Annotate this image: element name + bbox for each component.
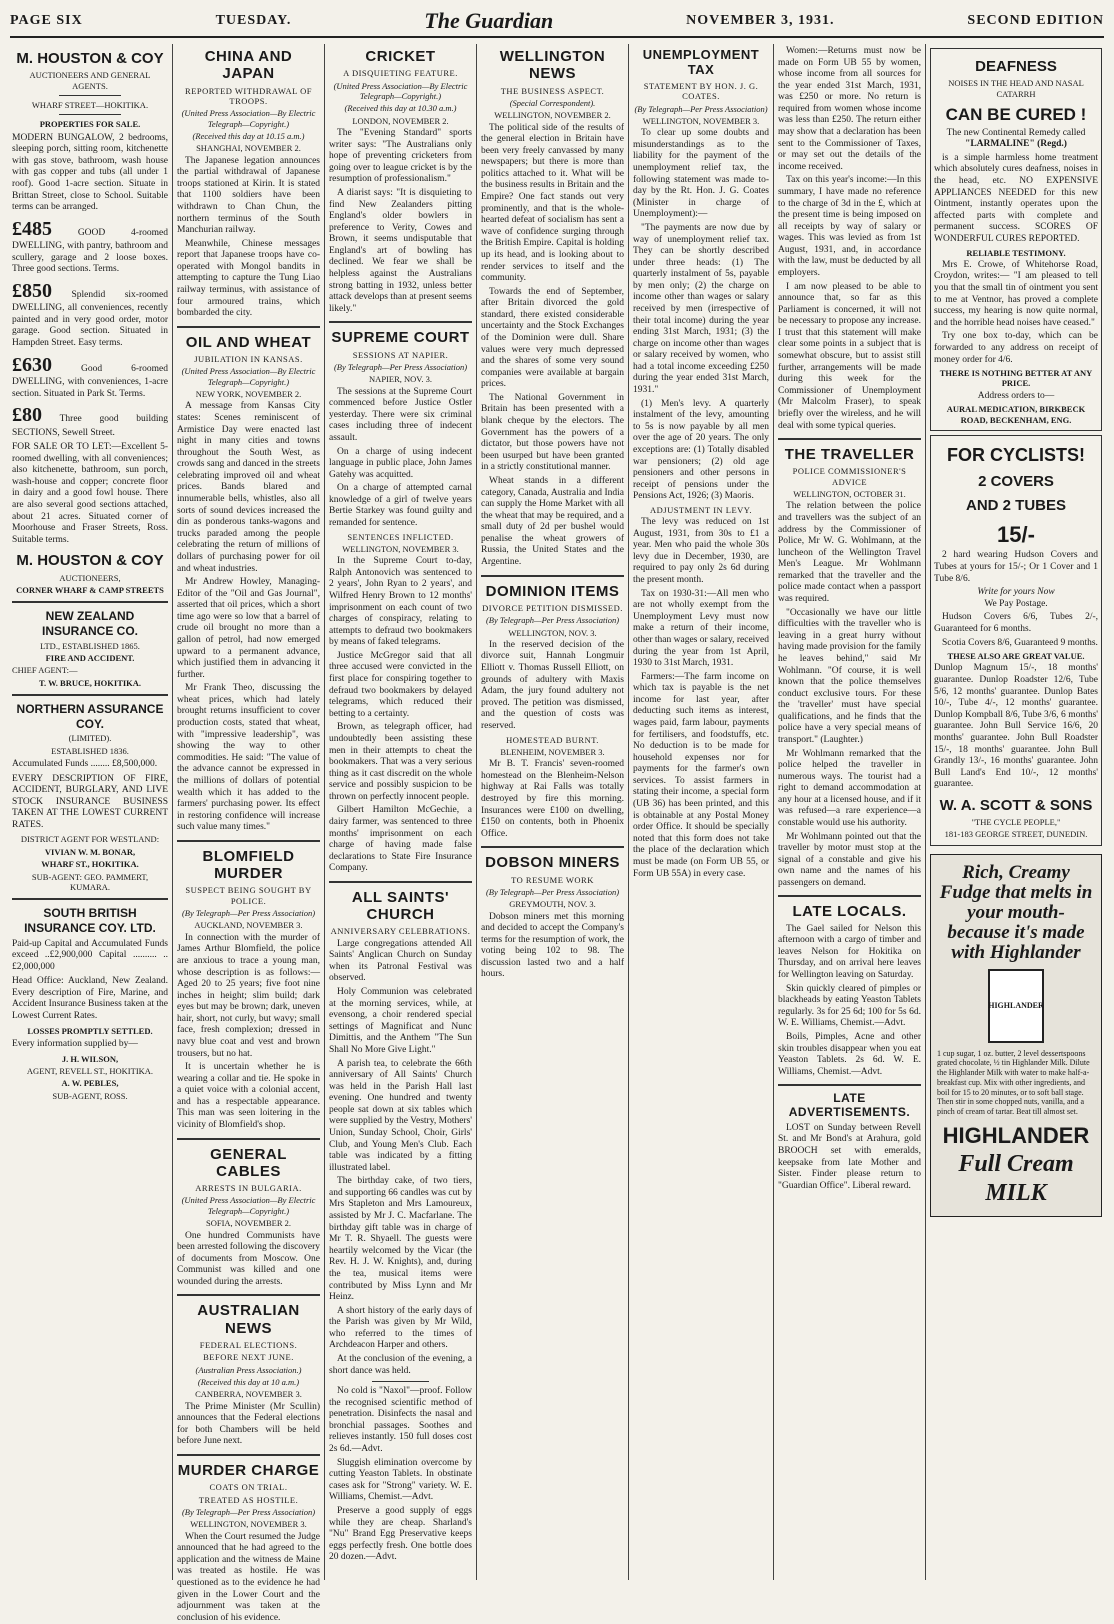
price: £485 xyxy=(12,217,52,240)
article-heading: GENERAL CABLES xyxy=(210,1145,287,1180)
article-paragraph: The birthday cake, of two tiers, and supporting 66 candles was cut by Mrs Stapleton and Mrs Lamoureux, assisted by Mr J. C. Macfarlane. The birthday gift table was in charge of Mr T. R. Shyaell. The guests were heartily welcomed by the Vicar (the Rev. H. J. W. Knights), and, during the tea, musical items were contributed by Miss Lynn and Mr Heinz. xyxy=(329,1176,472,1303)
milk-tin-icon xyxy=(988,969,1044,1043)
article-credit: (Australian Press Association.) xyxy=(195,1364,302,1375)
article-paragraph: To clear up some doubts and misunderstandings as to the liability for the payment of the unemployment relief tax, the following statement was made to-day by the Rt. Hon. J. G. Coates (Minister in charge of Unemployment):— xyxy=(633,128,769,220)
price: £630 xyxy=(12,353,52,376)
article-received: (Received this day at 10 a.m.) xyxy=(197,1377,300,1387)
advertisement-note: Preserve a good supply of eggs while they are cheap. Sharland's "Nu" Brand Egg Preservative keeps eggs perfectly fresh. One bottle does 20 dozen.—Advt. xyxy=(329,1505,472,1563)
ad-slogan: Rich, Creamy Fudge that melts in your mouth-because it's made with Highlander xyxy=(939,861,1093,963)
ad-address-label: Address orders to— xyxy=(977,390,1055,401)
nz-insurance-established: LTD., ESTABLISHED 1865. xyxy=(40,640,140,651)
ad-body: Scotia Covers 8/6, Guaranteed 9 months. xyxy=(942,637,1098,648)
listing-text: Three good building SECTIONS, Sewell Street. xyxy=(12,414,168,438)
article-dateline: GREYMOUTH, NOV. 3. xyxy=(509,899,596,910)
article-paragraph: Brown, as telegraph officer, had undoubtedly been assisting these men in their attempts to cheat the bookmakers. That was a very serious thing as it cast discredit on the whole service and possibly suspicion to be thrown on perfectly innocent people. xyxy=(329,722,472,802)
south-british-office: Head Office: Auckland, New Zealand. Every description of Fire, Marine, and Accident Insurance Business taken at the Lowest Current Rates. xyxy=(12,976,168,1021)
ad-testimony-heading: RELIABLE TESTIMONY. xyxy=(966,247,1066,258)
article-paragraph: The levy was reduced on 1st August, 1931, from 30s to £1 a year. Men who paid the whole 30s levy due in December, 1930, are required to pay only 2s 6d during the present month. xyxy=(633,517,769,586)
article-subheading: REPORTED WITHDRAWAL OF TROOPS. xyxy=(185,85,312,106)
listing-text: Splendid six-roomed DWELLING, all conveniences, recently painted and in very good order, motor garage. Good section. Situated in Hampden Street. Easy terms. xyxy=(12,289,168,349)
highlander-milk-advertisement xyxy=(930,854,1102,1217)
price: £850 xyxy=(12,279,52,302)
northern-assurance-funds: Accumulated Funds ........ £8,500,000. xyxy=(12,759,158,769)
south-british-heading: SOUTH BRITISH INSURANCE COY. LTD. xyxy=(24,906,156,935)
divider xyxy=(12,898,168,900)
listing-2 xyxy=(12,217,168,276)
listing-5 xyxy=(12,403,168,439)
article-credit: (United Press Association—By Electric Telegraph—Copyright.) xyxy=(333,80,468,101)
divider xyxy=(177,326,320,328)
article-paragraph: A message from Kansas City states: Scenes reminiscent of Armistice Day were enacted last night in many cities and towns throughout the South West, as crowds sang and danced in the streets celebrating improved oil and wheat prices. Bands blared and innumerable bells, whistles, also all sorts of sound devices increased the din as ponderous tanks-wagons and trucks paraded among the people celebrating the return of millions of dollars of purchasing power for oil and wheat industries. xyxy=(177,401,320,574)
article-subheading: SESSIONS AT NAPIER. xyxy=(352,349,449,360)
article-heading: CRICKET xyxy=(365,48,436,65)
article-paragraph: Tax on this year's income:—In this summary, I have made no reference to the charge of 3d in the £, which at the present time is being imposed on all receipts by way of salary or wages. This was levied as from 1st August, 1931, and, in accordance with the law, must be deducted by all employers. xyxy=(778,175,921,278)
article-paragraph: The Prime Minister (Mr Scullin) announces that the Federal elections for both Chambers will be held before June next. xyxy=(177,1401,320,1447)
article-paragraph: On a charge of using indecent language in public place, John James Gatehy was acquitted. xyxy=(329,446,472,480)
northern-assurance-desc: EVERY DESCRIPTION OF FIRE, ACCIDENT, BURGLARY, AND LIVE STOCK INSURANCE BUSINESS TAKEN AT THE LOWEST CURRENT RATES. xyxy=(12,773,168,830)
listing-6: FOR SALE OR TO LET:—Excellent 5-roomed dwelling, with all conveniences; also kitchenette, bathroom, sun porch, wash-house and copper; concrete floor in dairy and a good fowl house. There are also several good sections attached, about 21 acres. Situated corner of Moorhouse and Fraser Streets, Ross. Suitable terms. xyxy=(12,442,168,545)
northern-assurance-heading: NORTHERN ASSURANCE COY. xyxy=(16,702,164,731)
column-4 xyxy=(477,44,629,1580)
northern-assurance-address: WHARF ST., HOKITIKA. xyxy=(41,859,139,870)
article-paragraph: LOST on Sunday between Revell St. and Mr Bond's at Arahura, gold BROOCH set with emeralds, keepsake from late Mother and Sister. Finder please return to "Guardian Office". Liberal reward. xyxy=(778,1122,921,1191)
price: £80 xyxy=(12,404,42,427)
divider xyxy=(177,840,320,842)
firm-name-2: M. HOUSTON & COY xyxy=(16,552,164,570)
article-heading: THE TRAVELLER xyxy=(784,446,915,464)
ad-line: AND 2 TUBES xyxy=(965,497,1066,515)
article-paragraph: I am now pleased to be able to announce that, so far as this Parliament is concerned, it will not be necessary to propose any increase. I trust that this statement will make clear some points in a subject that is somewhat obscure, but to assist still further, arrangements will be made during this week for the Commissioner of Unemployment (Mr Malcolm Fraser), to speak briefly over the wireless, and he will deal with some typical queries. xyxy=(778,281,921,431)
divider xyxy=(59,95,121,96)
advertisement-note: No cold is "Naxol"—proof. Follow the recognised scientific method of penetration. Disinfects the nasal and bronchial passages. Soothes and relieves instantly. 150 full doses cost 2s 6d.—Advt. xyxy=(329,1386,472,1455)
article-heading: LATE LOCALS. xyxy=(792,903,907,921)
article-subheading: BEFORE NEXT JUNE. xyxy=(203,1352,294,1363)
article-credit: (By Telegraph—Per Press Association) xyxy=(181,908,316,919)
article-paragraph: Mr Frank Theo, discussing the wheat prices, which had lately brought returns insufficient to cover production costs, stated that wheat, with "impressive leadership", was showing the way to other commodities. He said: "The value of the advance cannot be expressed in the millions of dollars of potential wealth which it has added to the farmers' purchasing power. Its effect in restoring confidence will increase such value many times." xyxy=(177,683,320,833)
article-paragraph: Gilbert Hamilton McGechie, a dairy farmer, was sentenced to three months' imprisonment on each charge of having made false declarations to State Fire Insurance Company. xyxy=(329,805,472,874)
section-title: PROPERTIES FOR SALE. xyxy=(39,119,141,130)
ad-subheading: NOISES IN THE HEAD AND NASAL CATARRH xyxy=(948,78,1084,99)
firm-subtitle: AUCTIONEERS AND GENERAL AGENTS. xyxy=(29,70,151,91)
divider xyxy=(12,601,168,603)
article-paragraph: The sessions at the Supreme Court commenced before Justice Ostler yesterday. There were six criminal cases including three of indecent assault. xyxy=(329,386,472,443)
article-credit: (By Telegraph—Per Press Association) xyxy=(485,886,620,897)
article-credit: (By Telegraph—Per Press Association) xyxy=(485,615,620,626)
edition: SECOND EDITION xyxy=(967,13,1104,28)
ad-line: The new Continental Remedy called xyxy=(946,127,1086,138)
divider xyxy=(59,114,121,115)
article-dateline: WELLINGTON, OCTOBER 31. xyxy=(793,489,906,500)
ad-brand: HIGHLANDER xyxy=(942,1122,1090,1148)
article-subheading: TREATED AS HOSTILE. xyxy=(198,1494,299,1505)
divider xyxy=(177,1294,320,1296)
divider xyxy=(372,1381,429,1382)
article-subheading: TO RESUME WORK xyxy=(511,874,594,885)
article-dateline: WELLINGTON, NOVEMBER 3. xyxy=(642,115,760,126)
ad-body: Try one box to-day, which can be forwarded to any address on receipt of money order for 4/6. xyxy=(934,331,1098,365)
article-dateline: CANBERRA, NOVEMBER 3. xyxy=(195,1389,302,1400)
article-dateline: WELLINGTON, NOV. 3. xyxy=(508,627,597,638)
divider xyxy=(778,895,921,897)
firm-address: WHARF STREET—HOKITIKA. xyxy=(31,100,149,111)
article-paragraph: Holy Communion was celebrated at the morning services, while, at evensong, a choir rendered special settings of Magnificat and Nunc Dimittis, and the Anthem "The Sun Shall No More Give Light." xyxy=(329,987,472,1055)
column-1 xyxy=(8,44,173,1580)
northern-assurance-agent: VIVIAN W. M. BONAR, xyxy=(44,846,136,857)
ad-recipe: 1 cup sugar, 1 oz. butter, 2 level dessertspoons grated chocolate, ½ tin Highlander Milk. Dilute the Highlander Milk with water to make half-a-breakfast cup. Mix with other ingredients, and boil for 15 to 20 minutes, or to soft ball stage. Then stir in some chopped nuts, vanilla, and a pinch of cream of tartar. Beat till almost set. xyxy=(937,1048,1090,1117)
divider xyxy=(481,846,624,848)
ad-testimony: Mrs E. Crowe, of Whitehorse Road, Croydon, writes:— "I am pleased to tell you that the small tin of ointment you sent to me at Ventnor, has proved a complete success, my hearing is now quite normal, and the horrible head noises have ceased." xyxy=(934,259,1098,328)
article-paragraph: In connection with the murder of James Arthur Blomfield, the police are anxious to trace a young man, whose description is as follows:—Aged 20 to 25 years; five foot nine inches in height; slim build; dark eyes but may be brown; dark, uneven hair, short, not curly, but wavy; small face, fresh complexion; dressed in navy blue coat and vest and brown trousers, but no hat. xyxy=(177,932,320,1059)
article-paragraph: Towards the end of September, after Britain divorced the gold standard, there existed considerable uncertainty and the Stock Exchanges of the Dominion were dull. Share values were very much depressed and the shares of some very sound companies were available at bargain prices. xyxy=(481,286,624,390)
article-paragraph: Mr Wohlmann remarked that the police helped the traveller in numerous ways. The tourist had a right to demand accommodation at any hour at a licensed house, and if it was refused—a rare experience—a constable would use his authority. xyxy=(778,748,921,829)
article-subheading: FEDERAL ELECTIONS. xyxy=(199,1339,298,1350)
listing-1: MODERN BUNGALOW, 2 bedrooms, sleeping porch, sitting room, kitchenette with gas stove, bathroom, wash house with gas copper and tubs (all under 1 roof). Good 1-acre section. Situate in Brittan Street, close to School. Suitable terms can be arranged. xyxy=(12,132,168,213)
ad-postage: We Pay Postage. xyxy=(984,598,1048,609)
article-subheading: COATS ON TRIAL. xyxy=(209,1482,288,1493)
divider xyxy=(329,881,472,883)
article-dateline: SOFIA, NOVEMBER 2. xyxy=(205,1218,291,1229)
divider xyxy=(177,1138,320,1140)
article-subheading: ADJUSTMENT IN LEVY. xyxy=(650,504,752,515)
article-heading: SUPREME COURT xyxy=(331,329,470,347)
article-paragraph: "Occasionally we have our little difficulties with the traveller who is leaving in a great hurry without having made provision for the family he leaves behind," said Mr Wohlmann. "Of course, it is well known that the police themselves conduct exclusive tours. For these the 'traveller' must have special qualifications, and he finds that the police have a very special means of transport." (Laughter.) xyxy=(778,607,921,745)
column-5 xyxy=(629,44,774,1580)
article-paragraph: Wheat stands in a different category, Canada, Australia and India can supply the Home Market with all the wheat that may be required, and a small duty of 2d per bushel would penalise the wheat growers of Russia, the United States and the Argentine. xyxy=(481,475,624,567)
northern-assurance-subagent: SUB-AGENT: GEO. PAMMERT, KUMARA. xyxy=(31,871,149,892)
south-british-agent-2: A. W. PEBLES, xyxy=(61,1078,119,1089)
ad-firm: W. A. SCOTT & SONS xyxy=(939,796,1093,814)
article-dateline: AUCKLAND, NOVEMBER 3. xyxy=(194,920,303,931)
ad-heading: FOR CYCLISTS! xyxy=(947,445,1085,466)
article-paragraph: "The payments are now due by way of unemployment relief tax. They can be shortly described under three heads: (1) The quarterly instalment of 5s, payable by men only; (2) the charge on income other than wages or salary received by men (irrespective of their total income) during the year ending 31st March, 1931; (3) the charge on income other than wages or salary received by women, who had a total income exceeding £250 during the year ended 31st March, 1931." xyxy=(633,222,769,396)
article-dateline: BLENHEIM, NOVEMBER 3. xyxy=(500,746,605,757)
article-paragraph: A short history of the early days of the Parish was given by Mr Wild, who referred to the times of Archdeacon Harper and others. xyxy=(329,1305,472,1351)
ad-body: is a simple harmless home treatment which absolutely cures deafness, noises in the head, etc. NO EXPENSIVE APPLIANCES NEEDED for this new Ointment, instantly operates upon the affected parts with complete and permanent success. SCORES OF WONDERFUL CURES REPORTED. xyxy=(934,152,1098,244)
article-paragraph: The "Evening Standard" sports writer says: "The Australians only hope of preventing cricketers from going over to league cricket is by the resumption of professionalism." xyxy=(329,128,472,185)
ad-heading: DEAFNESS xyxy=(975,58,1057,75)
article-paragraph: Women:—Returns must now be made on Form UB 55 by women, whose income from all sources for the year ended 31st March, 1931, was £250 or more. No return is required from women whose income was less than £250. The return either may show that a declaration has been sent to the Commissioner of Taxes, or may set out the details of the income received. xyxy=(778,46,921,172)
ad-price: 15/- xyxy=(997,521,1035,547)
article-credit: (United Press Association—By Electric Telegraph—Copyright.) xyxy=(181,108,316,129)
ad-call-to-action: Write for yours Now xyxy=(977,587,1055,598)
article-subheading: A DISQUIETING FEATURE. xyxy=(343,68,458,79)
article-dateline: SHANGHAI, NOVEMBER 2. xyxy=(196,143,301,154)
article-paragraph: Farmers:—The farm income on which tax is payable is the net income for last year, after deducting such items as interest, wages paid, farm labour, payments for fertilisers, and foodstuffs, etc. No deduction is to be made for household expenses nor for payments for the farmer's own services. To assist farmers in stating their income, a special form (UB 36) has been printed, and this is obtainable at any Postal Money order Office. It should be specially noted that this form does not take the place of the declaration which must be made (on Form UB 55, or Form UB 55A) in every case. xyxy=(633,671,769,879)
article-subheading: HOMESTEAD BURNT. xyxy=(506,734,599,745)
article-heading: DOBSON MINERS xyxy=(485,854,620,872)
divider xyxy=(177,1454,320,1456)
ad-address: AURAL MEDICATION, BIRKBECK ROAD, BECKENHAM, ENG. xyxy=(946,404,1086,425)
article-heading: OIL AND WHEAT xyxy=(185,333,312,351)
nz-insurance-line: FIRE AND ACCIDENT. xyxy=(45,652,135,663)
divider xyxy=(481,575,624,577)
south-british-agent-1-addr: AGENT, REVELL ST., HOKITIKA. xyxy=(26,1065,154,1076)
article-heading: CHINA AND JAPAN xyxy=(204,48,293,83)
article-paragraph: Large congregations attended All Saints' Anglican Church on Sunday when its Patronal Festival was observed. xyxy=(329,938,472,984)
northern-assurance-agent-label: DISTRICT AGENT FOR WESTLAND: xyxy=(20,834,160,845)
listing-4 xyxy=(12,353,168,401)
article-paragraph: Skin quickly cleared of pimples or blackheads by eating Yeaston Tablets regularly. 3s for 25 6d; 100 for 5s 6d. W. E. Williams, Chemist.—Advt. xyxy=(778,983,921,1029)
column-2 xyxy=(173,44,325,1623)
article-paragraph: The Japanese legation announces the partial withdrawal of Japanese troops stationed at Kirin. It is stated that 1100 soldiers have been withdrawn to Chan Chun, the northern terminus of the South Manchurian railway. xyxy=(177,155,320,236)
article-paragraph: Meanwhile, Chinese messages report that Japanese troops have co-operated with Mongol bandits in attempting to capture the Tung Liao railway terminus, with assistance of four armoured trains, which bombarded the city. xyxy=(177,238,320,319)
article-paragraph: A diarist says: "It is disquieting to find New Zealanders pitting England's older bowlers in preference to Verity, Cowes and Brown, it seems undisputable that England's art of bowling has declined. We fear we shall be helpless against the Australians strong batting in 1932, unless better attack develops than at present seems likely." xyxy=(329,187,472,314)
ad-body: 2 hard wearing Hudson Covers and Tubes at yours for 15/-; Or 1 Cover and 1 Tube 8/6. xyxy=(934,550,1098,584)
listing-3 xyxy=(12,279,168,350)
newspaper-title: The Guardian xyxy=(424,8,554,33)
listing-text: GOOD 4-roomed DWELLING, with pantry, bathroom and scullery, garage and 2 loose boxes. Three good sections. Terms. xyxy=(12,227,168,275)
divider xyxy=(12,694,168,696)
article-credit: (By Telegraph—Per Press Association) xyxy=(333,361,468,372)
nz-insurance-heading: NEW ZEALAND INSURANCE CO. xyxy=(41,609,138,638)
column-6 xyxy=(774,44,926,1580)
article-heading: UNEMPLOYMENT TAX xyxy=(642,47,760,77)
firm-subtitle-2: AUCTIONEERS, xyxy=(59,572,121,583)
nz-agent: T. W. BRUCE, HOKITIKA. xyxy=(38,677,142,688)
article-paragraph: It is uncertain whether he is wearing a collar and tie. He spoke in a quiet voice with a colonial accent, and has a respectable appearance. This man was seen loitering in the vicinity of Blomfield's shop. xyxy=(177,1062,320,1131)
ad-firm-address: 181-183 GEORGE STREET, DUNEDIN. xyxy=(944,829,1088,840)
article-received: (Received this day at 10.30 a.m.) xyxy=(344,103,457,114)
article-paragraph: Dobson miners met this morning and decided to accept the Company's terms for the resumption of work, the voting being 102 to 98. The discussion lasted two and a half hours. xyxy=(481,911,624,980)
divider xyxy=(778,438,921,440)
article-dateline: WELLINGTON, NOVEMBER 3. xyxy=(190,1519,307,1530)
article-credit: (By Telegraph—Per Press Association) xyxy=(634,103,768,114)
northern-assurance-est: ESTABLISHED 1836. xyxy=(51,745,129,756)
issue-date: NOVEMBER 3, 1931. xyxy=(686,13,835,28)
article-heading: LATE ADVERTISEMENTS. xyxy=(788,1091,911,1120)
article-subheading: ANNIVERSARY CELEBRATIONS. xyxy=(330,926,471,937)
article-paragraph: When the Court resumed the Judge announced that he had agreed to the application and the witness de Maine was treated as hostile. He was questioned as to the evidence he had given in the Lower Court and the adjournment was taken at the conclusion of his evidence. xyxy=(177,1531,320,1623)
article-subheading: THE BUSINESS ASPECT. xyxy=(500,85,605,96)
ad-headline: CAN BE CURED ! xyxy=(945,105,1087,125)
article-paragraph: (1) Men's levy. A quarterly instalment of the levy, amounting to 5s is now payable by all men over the age of 20 years. The only exceptions are: (1) Totally disabled war pensioners; (2) old age pensioners and other persons in receipt of pensions under the Pensions Act, 1926; (3) Maoris. xyxy=(633,398,769,502)
article-paragraph: Boils, Pimples, Acne and other skin troubles disappear when you eat Yeaston Tablets. 2s 6d. W. E. Williams, Chemist.—Advt. xyxy=(778,1031,921,1077)
south-british-info: Every information supplied by— xyxy=(12,1038,138,1049)
article-paragraph: A parish tea, to celebrate the 66th anniversary of All Saints' Church was held in the Parish Hall last evening. One hundred and twenty people sat down at six tables which were supplied by the Vestry, Mothers' Union, Sunday School, Choir, Girls' Club, and Young Men's Club. Each table was indicated by a fitting illustrated label. xyxy=(329,1058,472,1173)
divider xyxy=(778,1084,921,1086)
article-subheading: SENTENCES INFLICTED. xyxy=(347,531,454,542)
article-paragraph: Tax on 1930-31:—All men who are not wholly exempt from the Unemployment Levy must now make a return of their income, other than wages or salary, received during the year from 1st April, 1930 to 31st March, 1931. xyxy=(633,588,770,669)
article-paragraph: The Gael sailed for Nelson this afternoon with a cargo of timber and leaves Nelson for Hokitika on Thursday, and on arrival here leaves for Wellington leaving on Saturday. xyxy=(778,923,921,981)
article-heading: MURDER CHARGE xyxy=(177,1462,320,1480)
deafness-advertisement xyxy=(930,48,1102,431)
ad-body: Hudson Covers 6/6, Tubes 2/-, Guaranteed for 6 months. xyxy=(934,612,1098,634)
article-heading: BLOMFIELD MURDER xyxy=(202,847,295,883)
article-paragraph: Justice McGregor said that all three accused were convicted in the first place for conspiring together to defraud two bookmakers by delayed telegrams, which reduced their betting to a certainty. xyxy=(329,650,472,719)
article-paragraph: On a charge of attempted carnal knowledge of a girl of twelve years Bertie Starkey was found guilty and remanded for sentence. xyxy=(329,483,472,528)
divider xyxy=(329,321,472,323)
ad-subheading: THESE ALSO ARE GREAT VALUE. xyxy=(947,651,1085,662)
article-dateline: LONDON, NOVEMBER 2. xyxy=(352,115,449,126)
article-dateline: NAPIER, NOV. 3. xyxy=(369,374,432,385)
south-british-losses: LOSSES PROMPTLY SETTLED. xyxy=(27,1025,153,1036)
ad-item-list: Dunlop Magnum 15/-, 18 months' guarantee. Dunlop Roadster 12/6, Tube 5/6, 12 months' guarantee. Dunlop Bates 10/-, Tube 4/-, 12 months' guarantee. Dunlop Kompball 8/6, Tube 3/6, 6 months' guarantee. John Bull Service 16/6, 20 months' guarantee. John Bull Roadster 15/-, 18 months' guarantee. John Bull Grandly 13/-, 16 months' guarantee. John Bull Land's End 10/-, 12 months' guarantee. xyxy=(934,663,1098,790)
cyclists-advertisement xyxy=(930,435,1102,846)
article-paragraph: In the Supreme Court to-day, Ralph Antonovich was sentenced to 2 years', John Ryan to 2 years', and Wilfred Henry Brown to 12 months' imprisonment on each count of two charges of conspiracy, relating to attempts to defraud two bookmakers by means of faked telegrams. xyxy=(329,556,472,648)
article-dateline: NEW YORK, NOVEMBER 2. xyxy=(195,389,302,400)
article-paragraph: One hundred Communists have been arrested following the discovery of documents from Moscow. One Communist was killed and one wounded during the arrests. xyxy=(177,1230,320,1287)
article-paragraph: The political side of the results of the general election in Britain have been very freely canvassed by many newspapers; but there is more than politics attached to it. What will be the business results in Britain and the Empire? One fact stands out very prominently, and that is the whole-hearted defeat of socialism has sent a wave of confidence surging through the British Empire. Capital is holding up its head, and is looking about to render services to itself and the community. xyxy=(481,122,624,284)
south-british-capital: Paid-up Capital and Accumulated Funds exceed ..£2,900,000 Capital .......... ..£2,000,000 xyxy=(12,938,168,972)
article-subheading: SUSPECT BEING SOUGHT BY POLICE. xyxy=(185,885,312,906)
ad-slogan: THERE IS NOTHING BETTER AT ANY PRICE. xyxy=(939,368,1093,389)
article-paragraph: Mr B. T. Francis' seven-roomed homestead on the Blenheim-Nelson highway at Rai Falls was totally destroyed by fire this morning. Insurances were £100 on dwelling, £150 on contents, both in Phoenix Office. xyxy=(481,759,624,839)
nz-agent-label: CHIEF AGENT:— xyxy=(12,665,78,676)
listing-text: Good 6-roomed DWELLING, with conveniences, 1-acre section. Situated in Park St. Terms. xyxy=(12,363,169,399)
article-dateline: WELLINGTON, NOVEMBER 3. xyxy=(342,543,459,554)
article-heading: DOMINION ITEMS xyxy=(485,582,620,600)
ad-line: 2 COVERS xyxy=(978,473,1054,491)
article-paragraph: The National Government in Britain has been presented with a blank cheque by the electors. The Government has the powers of a dictator, but those powers have not been usurped but have been granted in a strictly constitutional manner. xyxy=(481,392,624,473)
article-paragraph: Mr Wohlmann pointed out that the traveller by motor must stop at the signal of a constable and give his own name and the names of his passengers on demand. xyxy=(778,831,921,888)
article-credit: (By Telegraph—Per Press Association) xyxy=(181,1507,316,1517)
firm-name: M. HOUSTON & COY xyxy=(16,50,164,67)
article-subheading: DIVORCE PETITION DISMISSED. xyxy=(482,602,623,613)
article-credit: (United Press Association—By Electric Telegraph—Copyright.) xyxy=(181,366,316,387)
column-7 xyxy=(926,44,1106,1580)
column-3 xyxy=(325,44,477,1580)
article-paragraph: The relation between the police and travellers was the subject of an address by the Commissioner of Police, Mr W. G. Wohlmann, at the luncheon of the Wellington Travel Men's League. Mr Wohlmann remarked that the traveller and the police made contact when a passport was required. xyxy=(778,501,921,605)
south-british-agent-1: J. H. WILSON, xyxy=(61,1053,119,1064)
northern-assurance-ltd: (LIMITED). xyxy=(68,733,112,744)
day: TUESDAY. xyxy=(215,13,292,28)
article-dateline: WELLINGTON, NOVEMBER 2. xyxy=(494,110,611,121)
article-heading: ALL SAINTS' CHURCH xyxy=(351,888,450,924)
article-subheading: POLICE COMMISSIONER'S ADVICE xyxy=(792,466,907,487)
ad-firm-tagline: "THE CYCLE PEOPLE," xyxy=(971,817,1061,828)
advertisement-note: Sluggish elimination overcome by cutting Yeaston Tablets. In obstinate cases ask for "Strong" variety. W. E. Williams, Chemist.—Advt. xyxy=(329,1457,472,1503)
tin-label: HIGHLANDER xyxy=(988,1000,1044,1010)
article-paragraph: At the conclusion of the evening, a short dance was held. xyxy=(329,1353,472,1376)
article-heading: WELLINGTON NEWS xyxy=(499,48,606,83)
article-received: (Received this day at 10.15 a.m.) xyxy=(192,130,305,141)
masthead xyxy=(10,6,1104,38)
article-heading: AUSTRALIAN NEWS xyxy=(197,1302,300,1337)
south-british-agent-2-addr: SUB-AGENT, ROSS. xyxy=(52,1090,128,1101)
ad-brand-product: Full Cream MILK xyxy=(958,1150,1074,1206)
article-paragraph: In the reserved decision of the divorce suit, Hannah Longmuir Elliott v. Thomas Russell Elliott, on grounds of adultery with Maxis Adam, the jury found adultery not proved. The petition was dismissed, and the question of costs was reserved. xyxy=(481,639,624,731)
article-subheading: ARRESTS IN BULGARIA. xyxy=(195,1183,302,1194)
article-credit: (Special Correspondent). xyxy=(509,97,596,108)
article-subheading: JUBILATION IN KANSAS. xyxy=(194,354,303,364)
page-number: PAGE SIX xyxy=(10,13,83,28)
article-paragraph: Mr Andrew Howley, Managing-Editor of the "Oil and Gas Journal", asserted that oil prices, which a short time ago were so low that a barrel of crude oil brought no more than a gallon of petrol, had now emerged upward to a permanent advance, which justified them in advancing it further. xyxy=(177,577,320,680)
firm-address-2: CORNER WHARF & CAMP STREETS xyxy=(16,584,164,595)
article-credit: (United Press Association—By Electric Telegraph—Copyright.) xyxy=(181,1195,316,1216)
article-subheading: STATEMENT BY HON. J. G. COATES. xyxy=(643,80,759,102)
ad-product-name: "LARMALINE" (Regd.) xyxy=(965,139,1067,150)
